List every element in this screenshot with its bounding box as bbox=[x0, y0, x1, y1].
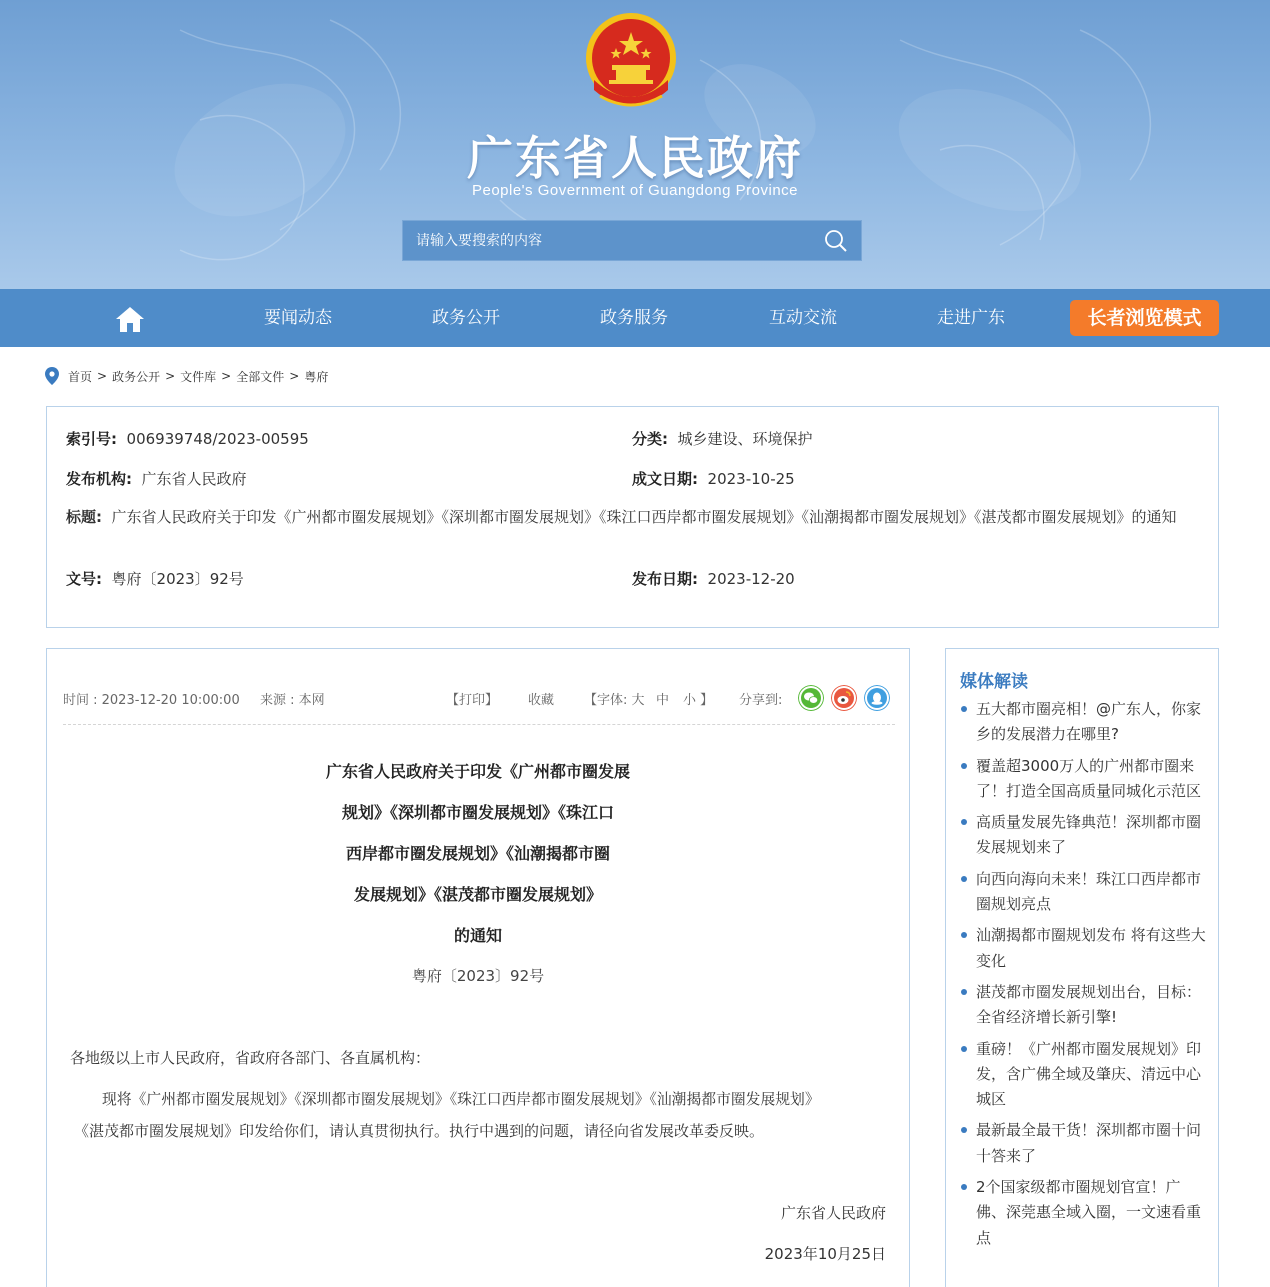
meta-category-label: 分类: bbox=[632, 430, 668, 448]
home-icon[interactable] bbox=[114, 305, 146, 333]
meta-issuer bbox=[66, 468, 247, 489]
breadcrumb bbox=[45, 366, 328, 386]
header-banner bbox=[0, 0, 1270, 289]
list-item[interactable]: 五大都市圈亮相！@广东人，你家乡的发展潜力在哪里? bbox=[960, 697, 1208, 748]
meta-index-label: 索引号: bbox=[66, 430, 117, 448]
meta-title-value: 广东省人民政府关于印发《广州都市圈发展规划》《深圳都市圈发展规划》《珠江口西岸都市圈发展规划》《汕潮揭都市圈发展规划》《湛茂都市圈发展规划》的通知 bbox=[111, 508, 1177, 526]
site-subtitle: People's Government of Guangdong Province bbox=[471, 182, 799, 199]
search-box bbox=[402, 220, 862, 261]
list-item[interactable]: 覆盖超3000万人的广州都市圈来了！打造全国高质量同城化示范区 bbox=[960, 754, 1208, 805]
meta-publish-date bbox=[632, 568, 795, 589]
wechat-share-icon[interactable] bbox=[798, 685, 824, 711]
meta-docno-value: 粤府〔2023〕92号 bbox=[111, 570, 244, 588]
breadcrumb-home[interactable]: 首页 bbox=[68, 369, 93, 384]
weibo-share-icon[interactable] bbox=[831, 685, 857, 711]
sidebar-title: 媒体解读 bbox=[960, 672, 1028, 692]
breadcrumb-all-files[interactable]: 全部文件 bbox=[236, 369, 285, 384]
font-size-medium[interactable]: 中 bbox=[656, 693, 670, 708]
print-button[interactable]: 【打印】 bbox=[446, 693, 499, 708]
doc-title-line-2: 规划》《深圳都市圈发展规划》《珠江口 bbox=[341, 803, 614, 822]
list-item[interactable]: 重磅！《广州都市圈发展规划》印发，含广佛全域及肇庆、清远中心城区 bbox=[960, 1037, 1208, 1113]
location-pin-icon bbox=[45, 367, 59, 385]
list-item[interactable]: 最新最全最干货！深圳都市圈十问十答来了 bbox=[960, 1118, 1208, 1169]
doc-title-line-4: 发展规划》《湛茂都市圈发展规划》 bbox=[353, 885, 602, 904]
doc-title-line-1: 广东省人民政府关于印发《广州都市圈发展 bbox=[325, 762, 630, 781]
breadcrumb-file-library[interactable]: 文件库 bbox=[180, 369, 217, 384]
meta-written-label: 成文日期: bbox=[632, 470, 698, 488]
elder-mode-button[interactable]: 长者浏览模式 bbox=[1070, 300, 1219, 336]
meta-docno-label: 文号: bbox=[66, 570, 102, 588]
meta-written-date bbox=[632, 468, 795, 489]
breadcrumb-gov-affairs[interactable]: 政务公开 bbox=[112, 369, 161, 384]
site-title: 广东省人民政府 bbox=[467, 131, 803, 185]
article-source: 来源 : 本网 bbox=[260, 693, 325, 708]
meta-category-value: 城乡建设、环境保护 bbox=[677, 430, 813, 448]
article-panel bbox=[46, 648, 910, 1287]
breadcrumb-yuefu[interactable]: 粤府 bbox=[304, 369, 329, 384]
doc-title-line-5: 的通知 bbox=[453, 926, 502, 945]
meta-index-value: 006939748/2023-00595 bbox=[126, 430, 309, 448]
breadcrumb-separator: > bbox=[289, 369, 300, 383]
font-size-large[interactable]: 【字体: 大 bbox=[584, 693, 645, 708]
meta-category bbox=[632, 428, 813, 449]
favorite-button[interactable]: 收藏 bbox=[528, 693, 555, 708]
meta-issuer-value: 广东省人民政府 bbox=[141, 470, 247, 488]
list-item[interactable]: 2个国家级都市圈规划官宣！广佛、深莞惠全域入圈，一文速看重点 bbox=[960, 1175, 1208, 1251]
national-emblem-icon bbox=[582, 10, 680, 118]
breadcrumb-separator: > bbox=[221, 369, 232, 383]
list-item[interactable]: 湛茂都市圈发展规划出台，目标：全省经济增长新引擎! bbox=[960, 980, 1208, 1031]
search-icon bbox=[824, 229, 848, 253]
doc-number: 粤府〔2023〕92号 bbox=[411, 967, 545, 985]
article-info-bar bbox=[63, 685, 895, 725]
qq-share-icon[interactable] bbox=[864, 685, 890, 711]
nav-item-gov-affairs[interactable]: 政务公开 bbox=[432, 308, 500, 328]
sign-date: 2023年10月25日 bbox=[764, 1245, 886, 1263]
list-item[interactable]: 高质量发展先锋典范！深圳都市圈发展规划来了 bbox=[960, 810, 1208, 861]
search-button[interactable] bbox=[811, 221, 861, 260]
nav-item-services[interactable]: 政务服务 bbox=[600, 308, 668, 328]
nav-item-news[interactable]: 要闻动态 bbox=[264, 308, 332, 328]
meta-index bbox=[66, 428, 309, 449]
meta-written-value: 2023-10-25 bbox=[707, 470, 795, 488]
list-item[interactable]: 汕潮揭都市圈规划发布 将有这些大变化 bbox=[960, 923, 1208, 974]
media-list bbox=[960, 697, 1208, 1257]
document-meta-box bbox=[46, 406, 1219, 628]
salutation: 各地级以上市人民政府，省政府各部门、各直属机构： bbox=[70, 1049, 431, 1067]
meta-issuer-label: 发布机构: bbox=[66, 470, 132, 488]
article-time: 时间 : 2023-12-20 10:00:00 bbox=[63, 693, 240, 708]
body-line-1: 现将《广州都市圈发展规划》《深圳都市圈发展规划》《珠江口西岸都市圈发展规划》《汕潮揭都市圈发展规划》 bbox=[102, 1091, 820, 1108]
meta-title-label: 标题: bbox=[66, 508, 102, 526]
meta-publish-value: 2023-12-20 bbox=[707, 570, 795, 588]
search-input[interactable] bbox=[403, 221, 811, 260]
breadcrumb-separator: > bbox=[97, 369, 108, 383]
media-sidebar bbox=[945, 648, 1219, 1287]
body-line-2: 《湛茂都市圈发展规划》印发给你们，请认真贯彻执行。执行中遇到的问题，请径向省发展改革委反映。 bbox=[74, 1122, 765, 1140]
signature: 广东省人民政府 bbox=[780, 1204, 886, 1222]
doc-title-line-3: 西岸都市圈发展规划》《汕潮揭都市圈 bbox=[345, 844, 610, 863]
nav-item-interaction[interactable]: 互动交流 bbox=[769, 308, 837, 328]
share-label: 分享到: bbox=[739, 693, 783, 708]
breadcrumb-separator: > bbox=[165, 369, 176, 383]
meta-title bbox=[66, 507, 1196, 528]
meta-publish-label: 发布日期: bbox=[632, 570, 698, 588]
list-item[interactable]: 向西向海向未来！珠江口西岸都市圈规划亮点 bbox=[960, 867, 1208, 918]
font-size-small[interactable]: 小 】 bbox=[683, 693, 714, 708]
nav-item-about[interactable]: 走进广东 bbox=[937, 308, 1005, 328]
meta-doc-number bbox=[66, 568, 244, 589]
